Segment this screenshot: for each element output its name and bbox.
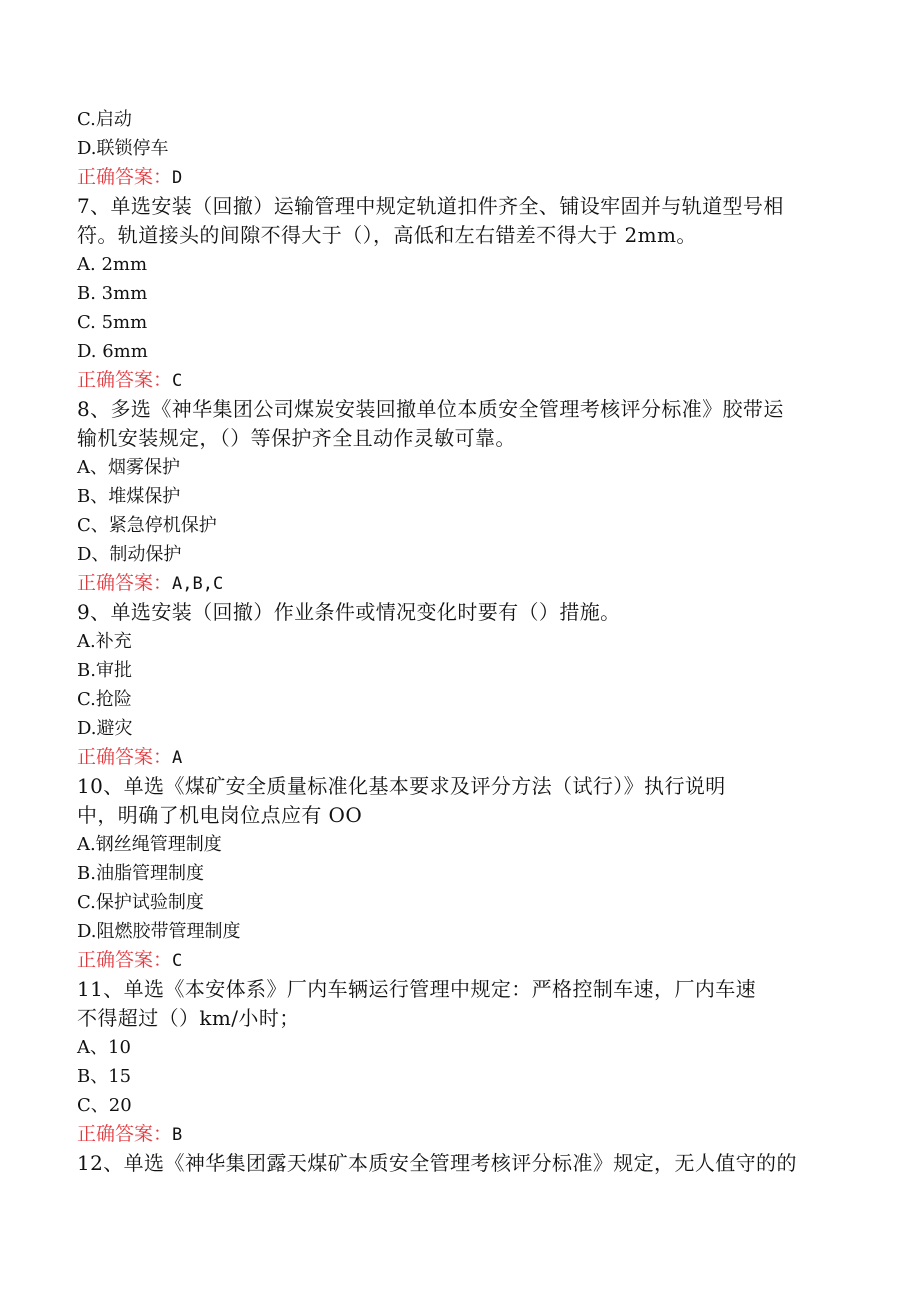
answer-line xyxy=(77,366,847,395)
question-text: 8、多选《神华集团公司煤炭安装回撤单位本质安全管理考核评分标准》胶带运 xyxy=(77,397,784,421)
answer-line xyxy=(77,946,847,975)
answer-value: C xyxy=(172,371,183,391)
option-text: D. 6mm xyxy=(77,341,148,362)
question-text: 12、单选《神华集团露天煤矿本质安全管理考核评分标准》规定，无人值守的的 xyxy=(77,1151,797,1175)
answer-label: 正确答案： xyxy=(77,369,173,391)
option-text: B.审批 xyxy=(77,660,132,681)
question-text: 9、单选安装（回撤）作业条件或情况变化时要有（）措施。 xyxy=(77,600,621,624)
option-text: B.油脂管理制度 xyxy=(77,863,204,884)
option-text: C、20 xyxy=(77,1095,132,1116)
question-text: 11、单选《本安体系》厂内车辆运行管理中规定：严格控制车速，厂内车速 xyxy=(77,977,757,1001)
answer-value: A,B,C xyxy=(172,574,224,594)
option-text: C.启动 xyxy=(77,109,132,130)
answer-value: C xyxy=(172,951,183,971)
answer-label: 正确答案： xyxy=(77,746,173,768)
question-text: 输机安装规定，（）等保护齐全且动作灵敏可靠。 xyxy=(77,426,516,450)
option-text: C. 5mm xyxy=(77,312,148,333)
question-text: 不得超过（）km/小时； xyxy=(77,1006,300,1030)
option-text: A. 2mm xyxy=(77,254,148,275)
option-text: A、10 xyxy=(77,1037,131,1058)
question-text: 10、单选《煤矿安全质量标准化基本要求及评分方法（试行）》执行说明 xyxy=(77,774,726,798)
answer-label: 正确答案： xyxy=(77,949,173,971)
question-text: 符。轨道接头的间隙不得大于（），高低和左右错差不得大于 2mm。 xyxy=(77,223,697,247)
question-text: 中，明确了机电岗位点应有 OO xyxy=(77,803,363,827)
option-text: C.保护试验制度 xyxy=(77,892,204,913)
option-text: A.补充 xyxy=(77,631,132,652)
answer-line xyxy=(77,163,847,192)
question-list xyxy=(77,105,847,1178)
question-text: 7、单选安装（回撤）运输管理中规定轨道扣件齐全、铺设牢固并与轨道型号相 xyxy=(77,194,784,218)
option-text: A、烟雾保护 xyxy=(77,457,180,478)
answer-label: 正确答案： xyxy=(77,1123,173,1145)
option-text: B、堆煤保护 xyxy=(77,486,181,507)
answer-value: A xyxy=(172,748,183,768)
option-text: D.避灾 xyxy=(77,718,133,739)
answer-line xyxy=(77,743,847,772)
answer-label: 正确答案： xyxy=(77,572,173,594)
option-text: A.钢丝绳管理制度 xyxy=(77,834,222,855)
answer-line xyxy=(77,569,847,598)
option-text: D、制动保护 xyxy=(77,544,182,565)
option-text: C、紧急停机保护 xyxy=(77,515,217,536)
answer-line xyxy=(77,1120,847,1149)
option-text: B. 3mm xyxy=(77,283,148,304)
answer-value: D xyxy=(172,168,183,188)
option-text: D.阻燃胶带管理制度 xyxy=(77,921,241,942)
option-text: D.联锁停车 xyxy=(77,138,169,159)
option-text: C.抢险 xyxy=(77,689,132,710)
answer-value: B xyxy=(172,1125,183,1145)
option-text: B、15 xyxy=(77,1066,132,1087)
answer-label: 正确答案： xyxy=(77,166,173,188)
